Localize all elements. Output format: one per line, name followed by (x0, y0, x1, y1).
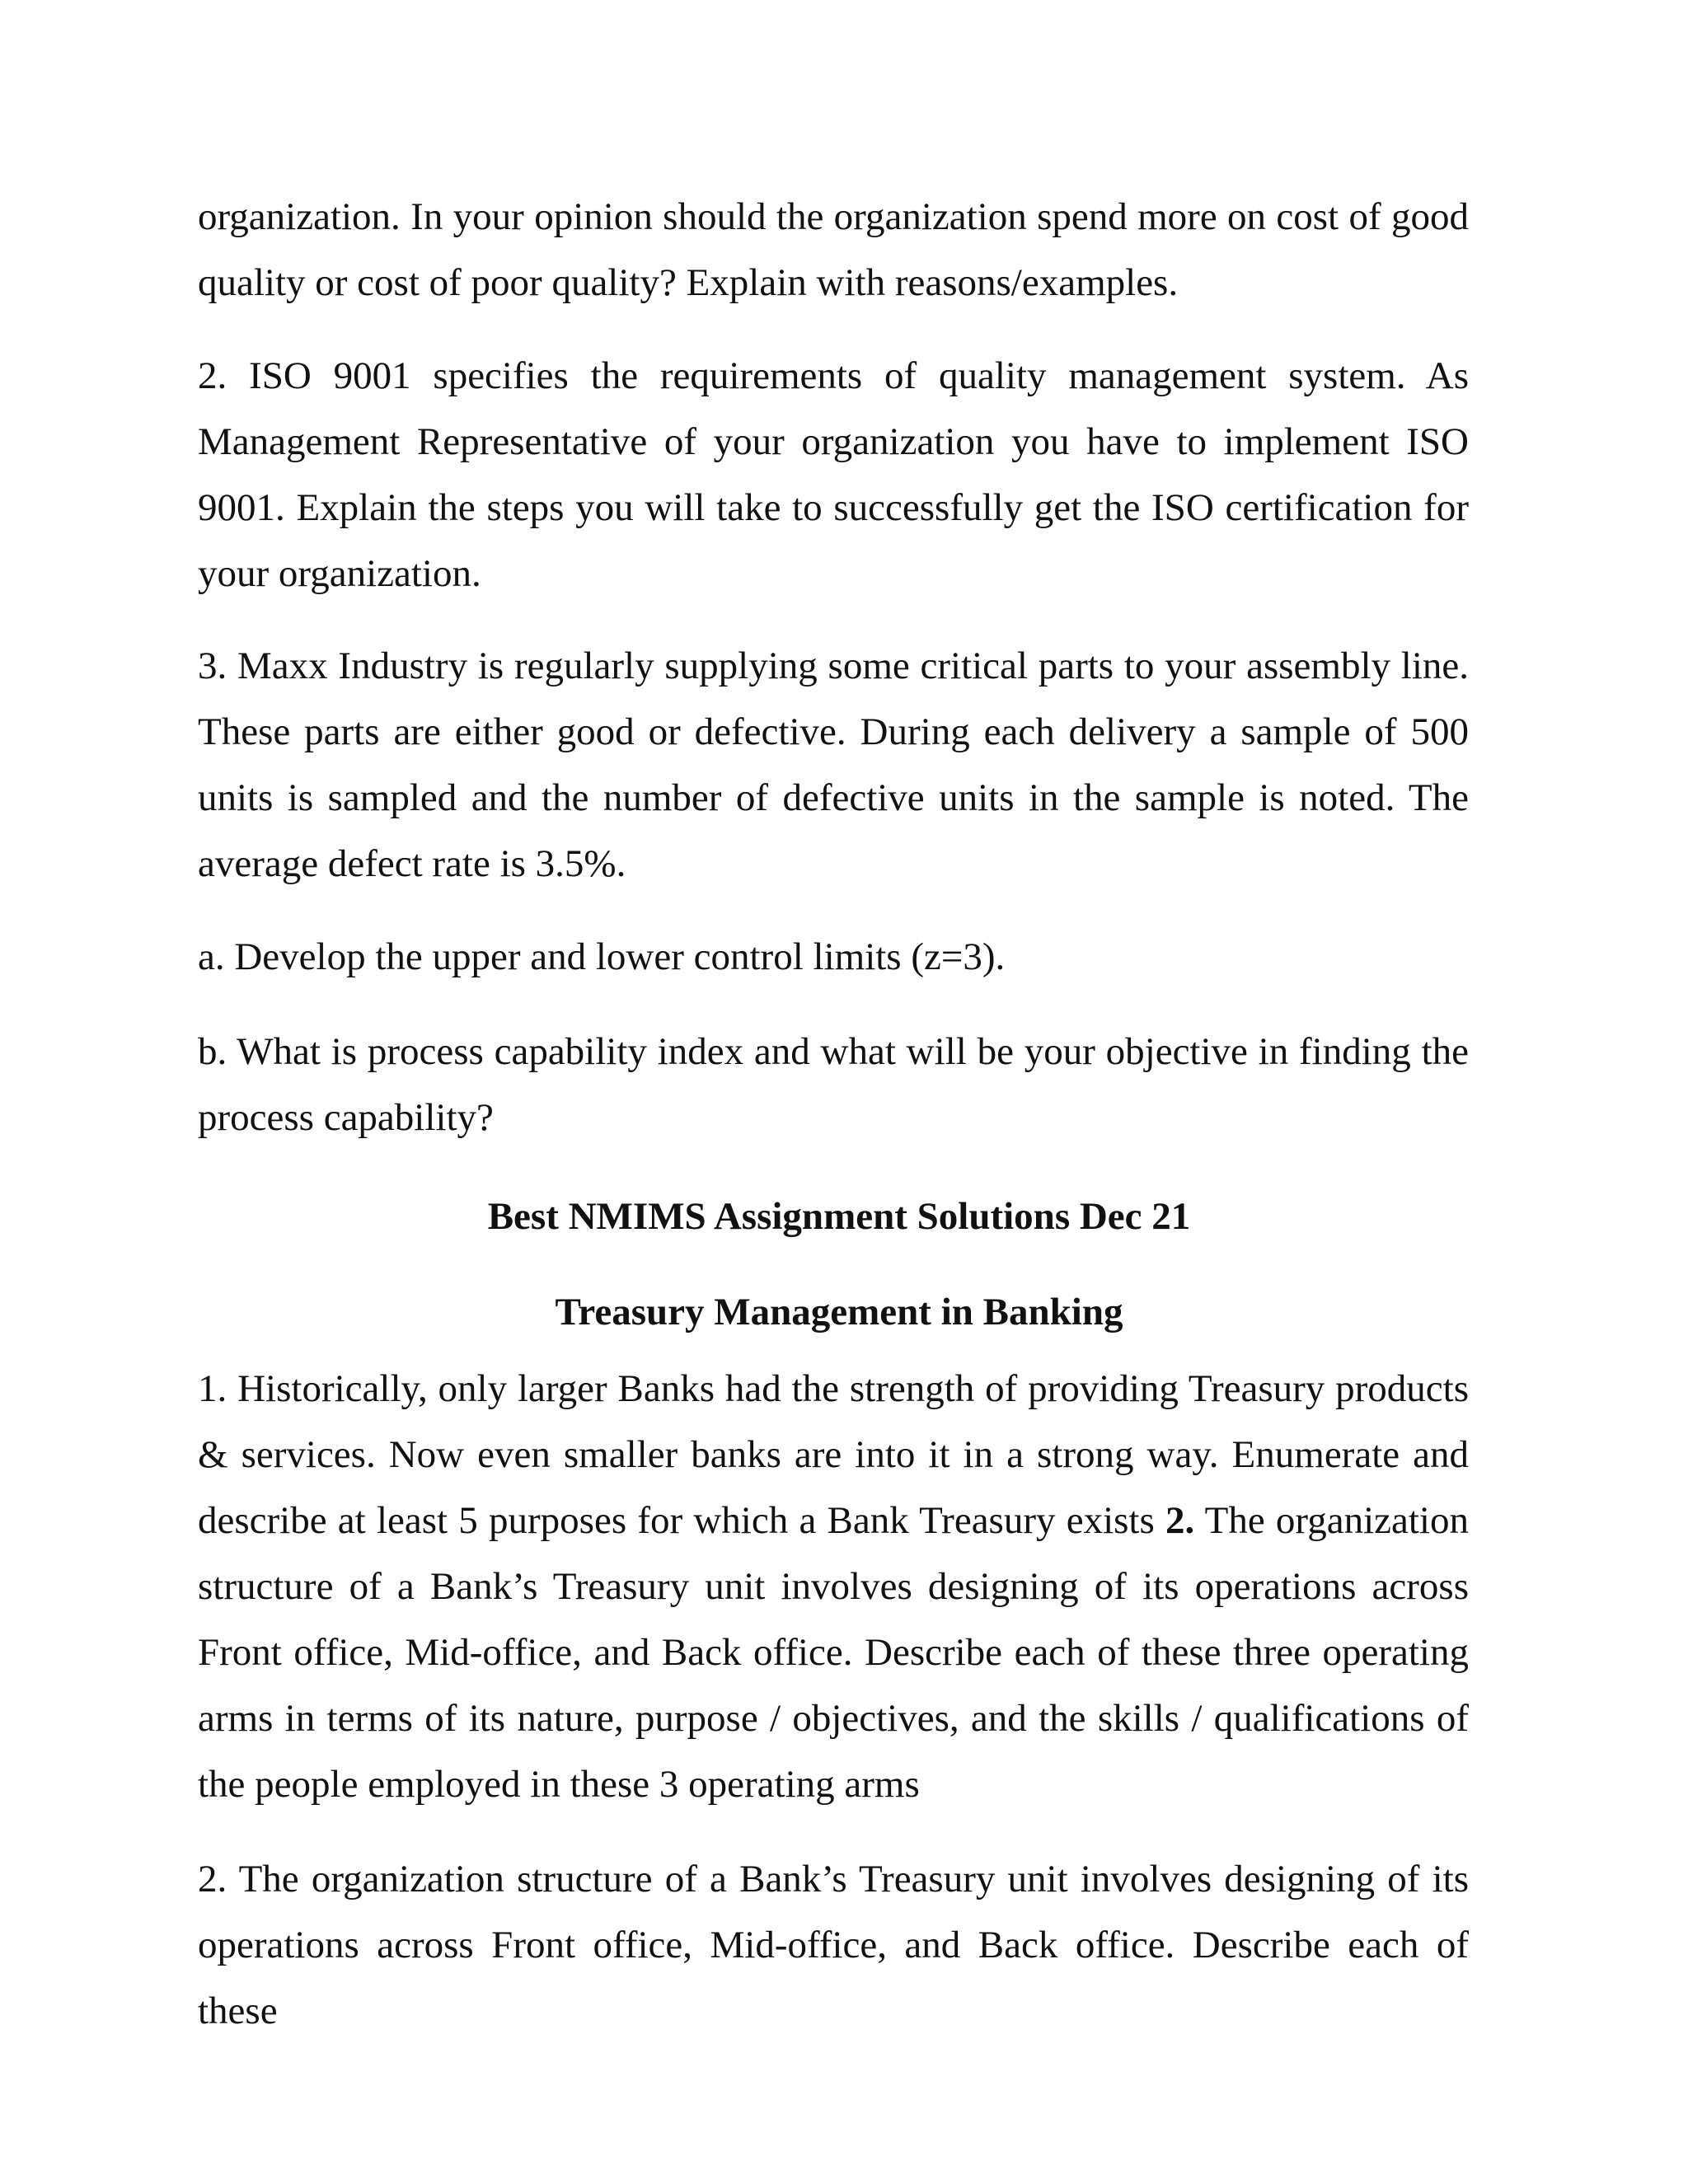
continuation-paragraph (198, 184, 1469, 316)
text-line: structure of a Bank’s Treasury unit involves designing of its operations across (198, 1565, 1469, 1608)
treasury-question-2 (198, 1846, 1469, 2032)
text-line: & services. Now even smaller banks are into it in a strong way. Enumerate and (198, 1433, 1469, 1476)
question-iso-9001 (198, 343, 1469, 607)
text-segment: describe at least 5 purposes for which a Bank Treasury exists (198, 1499, 1155, 1542)
solutions-heading: Best NMIMS Assignment Solutions Dec 21 (487, 1195, 1191, 1238)
text-line: b. What is process capability index and what will be your objective in finding the (198, 1030, 1469, 1073)
text-line: units is sampled and the number of defective units in the sample is noted. The (198, 776, 1469, 819)
text-line: Management Representative of your organization you have to implement ISO (198, 420, 1469, 463)
text-line: organization. In your opinion should the organization spend more on cost of good (198, 195, 1469, 238)
text-line: These parts are either good or defective. During each delivery a sample of 500 (198, 710, 1469, 753)
text-line: your organization. (198, 552, 481, 595)
question-3a (198, 924, 1469, 990)
bold-number: 2. (1165, 1499, 1195, 1542)
text-line: 1. Historically, only larger Banks had the strength of providing Treasury products (198, 1367, 1469, 1410)
text-line: 2. The organization structure of a Bank’s Treasury unit involves designing of its (198, 1858, 1469, 1900)
text-line: the people employed in these 3 operating arms (198, 1763, 920, 1806)
text-segment: The organization (1204, 1499, 1469, 1542)
text-line: 3. Maxx Industry is regularly supplying some critical parts to your assembly line. (198, 644, 1469, 687)
question-maxx-industry (198, 633, 1469, 897)
treasury-question-1 (198, 1356, 1469, 1817)
text-line: 9001. Explain the steps you will take to successfully get the ISO certification for (198, 486, 1469, 529)
text-line: process capability? (198, 1096, 494, 1139)
text-line: a. Develop the upper and lower control limits (z=3). (198, 935, 1006, 978)
text-line: operations across Front office, Mid-office, and Back office. Describe each of these (198, 1924, 1469, 2032)
text-line (198, 1488, 1469, 1554)
text-line: 2. ISO 9001 specifies the requirements of quality management system. As (198, 354, 1469, 397)
subject-heading: Treasury Management in Banking (555, 1291, 1123, 1333)
question-3b (198, 1019, 1469, 1151)
text-line: average defect rate is 3.5%. (198, 842, 626, 885)
text-line: quality or cost of poor quality? Explain with reasons/examples. (198, 261, 1179, 304)
text-line: Front office, Mid-office, and Back office. Describe each of these three operating (198, 1631, 1469, 1674)
text-line: arms in terms of its nature, purpose / objectives, and the skills / qualifications of (198, 1697, 1469, 1740)
